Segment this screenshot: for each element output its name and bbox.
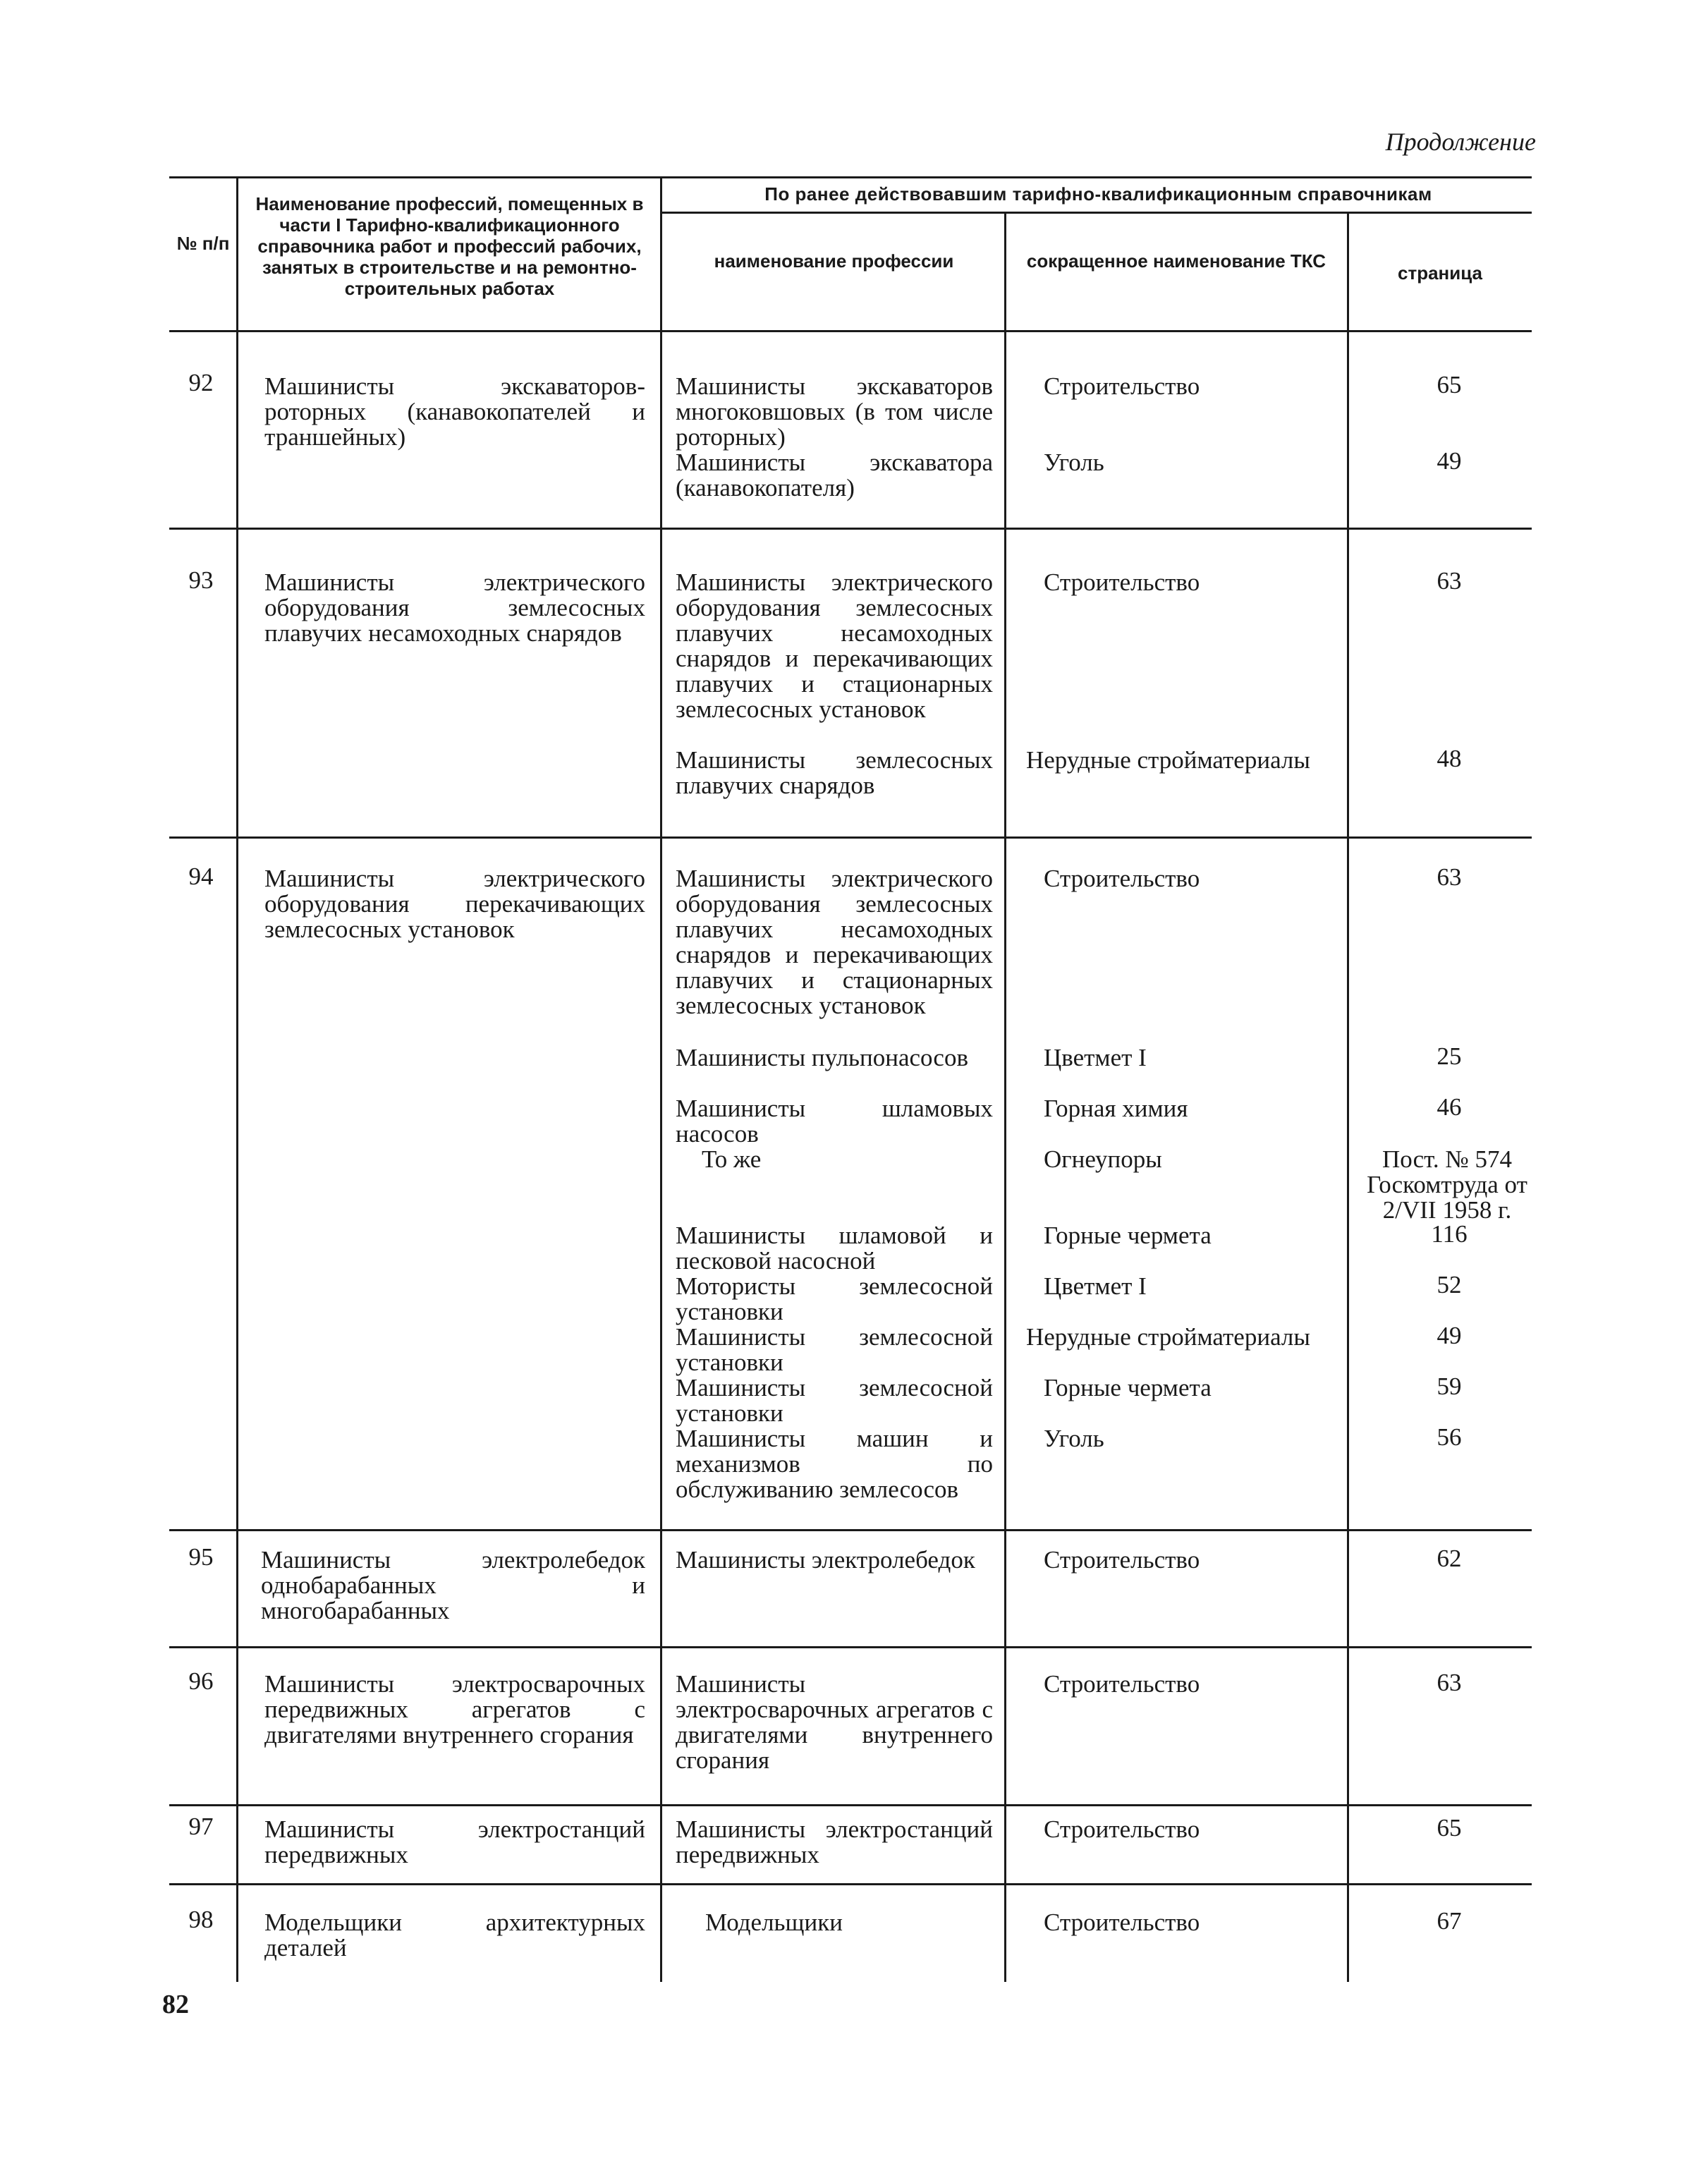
previous-profession-name: Модельщики xyxy=(705,1909,843,1936)
profession-name: Машинисты экскаваторов-роторных (канавокопателей и траншейных) xyxy=(264,372,645,451)
previous-profession-name: Машинисты электрического оборудования землесосных плавучих несамоходных снарядов и перекачивающих плавучих и стационарных землесосных установок xyxy=(676,865,993,1019)
profession-name: Машинисты электростанций передвижных xyxy=(264,1815,645,1868)
profession-name: Машинисты электрического оборудования землесосных плавучих несамоходных снарядов xyxy=(264,568,645,647)
previous-profession-name: Машинисты электростанций передвижных xyxy=(676,1815,993,1868)
page-reference: 49 xyxy=(1436,1322,1462,1349)
column-rule xyxy=(1004,212,1006,1982)
header-group-rule xyxy=(661,212,1532,214)
header-short-tks: сокращенное наименование ТКС xyxy=(1026,250,1326,272)
page-reference: 59 xyxy=(1436,1373,1462,1400)
tks-short-name: Строительство xyxy=(1044,372,1200,400)
page-reference: 49 xyxy=(1436,447,1462,475)
page-reference: 48 xyxy=(1436,745,1462,772)
tks-short-name: Строительство xyxy=(1044,1815,1200,1843)
previous-profession-name: Машинисты машин и механизмов по обслуживанию землесосов xyxy=(676,1425,993,1503)
page-reference: 67 xyxy=(1436,1907,1462,1935)
row-number: 93 xyxy=(188,566,214,594)
row-number: 94 xyxy=(188,863,214,890)
tks-short-name: Нерудные стройматериалы xyxy=(1026,1323,1310,1351)
page-reference-decree: Пост. № 574 Госкомтруда от 2/VII 1958 г. xyxy=(1367,1145,1527,1224)
row-divider xyxy=(169,836,1532,839)
page-reference: 63 xyxy=(1436,567,1462,595)
row-divider xyxy=(169,528,1532,530)
header-previous-handbooks: По ранее действовавшим тарифно-квалификационным справочникам xyxy=(764,183,1432,205)
tks-short-name: Цветмет I xyxy=(1044,1044,1147,1071)
tks-short-name: Горные чермета xyxy=(1044,1222,1212,1249)
tks-short-name: Огнеупоры xyxy=(1044,1145,1162,1173)
header-profession-name: Наименование профессий, помещенных в части I Тарифно-квалификационного справочника работ и профессий рабочих, занятых в строительстве и на ремонтно-строительных работах xyxy=(255,193,644,299)
tks-short-name: Уголь xyxy=(1044,1425,1104,1452)
tks-short-name: Строительство xyxy=(1044,1670,1200,1698)
profession-name: Модельщики архитектурных деталей xyxy=(264,1909,645,1961)
previous-profession-name: Машинисты землесосной установки xyxy=(676,1323,993,1376)
tks-short-name: Горная химия xyxy=(1044,1095,1188,1122)
header-number: № п/п xyxy=(176,233,230,254)
page-reference: 25 xyxy=(1436,1042,1462,1070)
row-divider xyxy=(169,1646,1532,1648)
profession-name: Машинисты электрического оборудования перекачивающих землесосных установок xyxy=(264,865,645,943)
previous-profession-name: Машинисты шламовой и песковой насосной xyxy=(676,1222,993,1274)
previous-profession-name: Машинисты экскаватора (канавокопателя) xyxy=(676,449,993,501)
previous-profession-name: Машинисты землесосной установки xyxy=(676,1374,993,1427)
tks-short-name: Строительство xyxy=(1044,568,1200,596)
previous-profession-name: Машинисты пульпонасосов xyxy=(676,1044,968,1071)
column-rule xyxy=(660,176,662,1982)
tks-short-name: Строительство xyxy=(1044,1546,1200,1574)
header-page: страница xyxy=(1398,262,1482,284)
page-number: 82 xyxy=(162,1990,189,2019)
tks-short-name: Строительство xyxy=(1044,865,1200,892)
page-reference: 116 xyxy=(1431,1220,1468,1248)
profession-name: Машинисты электросварочных передвижных агрегатов с двигателями внутреннего сгорания xyxy=(264,1670,645,1748)
previous-profession-name: То же xyxy=(702,1145,762,1173)
previous-profession-name: Машинисты электросварочных агрегатов с двигателями внутреннего сгорания xyxy=(676,1670,993,1774)
previous-profession-name: Машинисты экскаваторов многоковшовых (в том числе роторных) xyxy=(676,372,993,451)
table-top-rule xyxy=(169,176,1532,178)
row-divider xyxy=(169,1529,1532,1531)
column-rule xyxy=(236,176,238,1982)
tks-short-name: Нерудные стройматериалы xyxy=(1026,746,1310,774)
continuation-label: Продолжение xyxy=(1385,128,1536,156)
tks-short-name: Строительство xyxy=(1044,1909,1200,1936)
page-reference: 46 xyxy=(1436,1093,1462,1121)
row-number: 92 xyxy=(188,369,214,396)
previous-profession-name: Машинисты землесосных плавучих снарядов xyxy=(676,746,993,799)
page-reference: 65 xyxy=(1436,371,1462,398)
page-reference: 63 xyxy=(1436,1669,1462,1696)
page-reference: 62 xyxy=(1436,1545,1462,1572)
previous-profession-name: Машинисты электролебедок xyxy=(676,1546,975,1574)
page-reference: 65 xyxy=(1436,1814,1462,1842)
row-number: 95 xyxy=(188,1543,214,1571)
row-divider xyxy=(169,1883,1532,1885)
row-number: 97 xyxy=(188,1813,214,1840)
tks-short-name: Горные чермета xyxy=(1044,1374,1212,1401)
previous-profession-name: Машинисты шламовых насосов xyxy=(676,1095,993,1148)
page-reference: 56 xyxy=(1436,1423,1462,1451)
column-rule xyxy=(1347,212,1349,1982)
profession-name: Машинисты электролебедок однобарабанных и многобарабанных xyxy=(261,1546,645,1624)
page-reference: 63 xyxy=(1436,863,1462,891)
tks-short-name: Цветмет I xyxy=(1044,1272,1147,1300)
row-number: 98 xyxy=(188,1906,214,1933)
header-previous-name: наименование профессии xyxy=(714,250,954,272)
row-number: 96 xyxy=(188,1667,214,1695)
row-divider xyxy=(169,1804,1532,1806)
tks-short-name: Уголь xyxy=(1044,449,1104,476)
previous-profession-name: Мотористы землесосной установки xyxy=(676,1272,993,1325)
previous-profession-name: Машинисты электрического оборудования землесосных плавучих несамоходных снарядов и перекачивающих плавучих и стационарных землесосных установок xyxy=(676,568,993,723)
header-bottom-rule xyxy=(169,330,1532,332)
page-reference: 52 xyxy=(1436,1271,1462,1298)
